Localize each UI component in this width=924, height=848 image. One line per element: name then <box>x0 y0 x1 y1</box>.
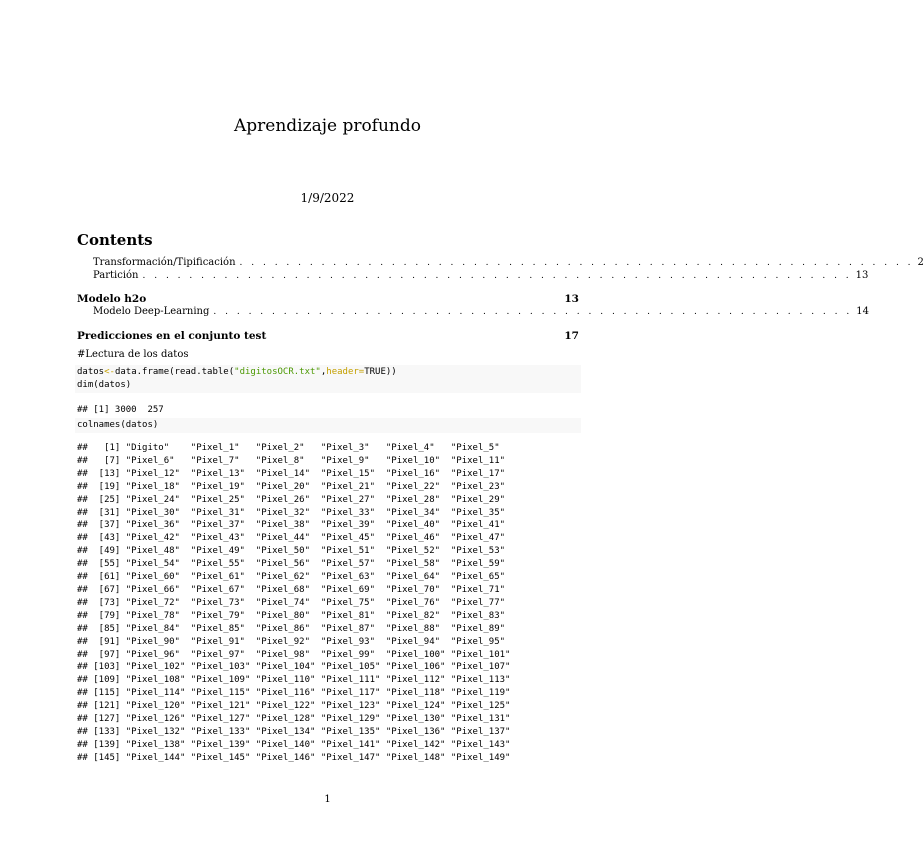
output-line: ## [139] "Pixel_138" "Pixel_139" "Pixel_140" "Pixel_141" "Pixel_142" "Pixel_143" <box>77 739 511 750</box>
output-line: ## [109] "Pixel_108" "Pixel_109" "Pixel_110" "Pixel_111" "Pixel_112" "Pixel_113" <box>77 675 511 686</box>
toc-leader-dots: . . . . . . . . . . . . . . . . . . . . . . . . . . . . . . . . . . . . . . . . . . . . . . . . . . . . . . . <box>213 307 853 317</box>
dim-output: ## [1] 3000 257 <box>77 405 164 415</box>
toc-entry-label: Modelo Deep-Learning <box>93 306 210 317</box>
toc-entry-particion[interactable] <box>93 270 869 284</box>
output-line: ## [55] "Pixel_54" "Pixel_55" "Pixel_56" "Pixel_57" "Pixel_58" "Pixel_59" <box>77 559 506 570</box>
output-line: ## [43] "Pixel_42" "Pixel_43" "Pixel_44" "Pixel_45" "Pixel_46" "Pixel_47" <box>77 533 506 544</box>
toc-entry-label: Modelo h2o <box>77 293 147 305</box>
code-block-read-data <box>75 365 581 393</box>
toc-entry-transformacion[interactable] <box>93 257 924 271</box>
output-line: ## [121] "Pixel_120" "Pixel_121" "Pixel_122" "Pixel_123" "Pixel_124" "Pixel_125" <box>77 701 511 712</box>
toc-entry-page: 13 <box>564 293 579 305</box>
output-line: ## [85] "Pixel_84" "Pixel_85" "Pixel_86" "Pixel_87" "Pixel_88" "Pixel_89" <box>77 623 506 634</box>
code-comment: #Lectura de los datos <box>77 349 189 360</box>
colnames-output <box>77 442 510 765</box>
output-line: ## [61] "Pixel_60" "Pixel_61" "Pixel_62" "Pixel_63" "Pixel_64" "Pixel_65" <box>77 572 506 583</box>
toc-entry-label: Transformación/Tipificación <box>93 257 236 268</box>
output-line: ## [31] "Pixel_30" "Pixel_31" "Pixel_32" "Pixel_33" "Pixel_34" "Pixel_35" <box>77 507 506 518</box>
code-line: colnames(datos) <box>77 420 159 430</box>
output-line: ## [103] "Pixel_102" "Pixel_103" "Pixel_104" "Pixel_105" "Pixel_106" "Pixel_107" <box>77 662 511 673</box>
output-line: ## [91] "Pixel_90" "Pixel_91" "Pixel_92" "Pixel_93" "Pixel_94" "Pixel_95" <box>77 636 506 647</box>
output-line: ## [1] "Digito" "Pixel_1" "Pixel_2" "Pixel_3" "Pixel_4" "Pixel_5" <box>77 443 500 453</box>
toc-leader-dots: . . . . . . . . . . . . . . . . . . . . . . . . . . . . . . . . . . . . . . . . . . . . . . . . . . . . . . . . . . . . . <box>142 271 852 281</box>
toc-entry-label: Partición <box>93 270 139 281</box>
output-line: ## [7] "Pixel_6" "Pixel_7" "Pixel_8" "Pixel_9" "Pixel_10" "Pixel_11" <box>77 455 506 466</box>
output-line: ## [145] "Pixel_144" "Pixel_145" "Pixel_146" "Pixel_147" "Pixel_148" "Pixel_149" <box>77 752 511 763</box>
output-line: ## [25] "Pixel_24" "Pixel_25" "Pixel_26" "Pixel_27" "Pixel_28" "Pixel_29" <box>77 494 506 505</box>
toc-entry-page: 2 <box>917 257 924 268</box>
code-line: datos<-data.frame(read.table("digitosOCR.txt",header=TRUE)) <box>77 367 397 377</box>
output-line: ## [37] "Pixel_36" "Pixel_37" "Pixel_38" "Pixel_39" "Pixel_40" "Pixel_41" <box>77 520 506 531</box>
code-block-colnames <box>75 418 581 433</box>
toc-entry-page: 13 <box>855 270 869 281</box>
output-line: ## [127] "Pixel_126" "Pixel_127" "Pixel_128" "Pixel_129" "Pixel_130" "Pixel_131" <box>77 714 511 725</box>
toc-entry-label: Predicciones en el conjunto test <box>77 330 267 342</box>
output-line: ## [67] "Pixel_66" "Pixel_67" "Pixel_68" "Pixel_69" "Pixel_70" "Pixel_71" <box>77 584 506 595</box>
toc-entry-modelo-h2o[interactable] <box>77 293 579 307</box>
code-line: dim(datos) <box>77 380 132 390</box>
page-number: 1 <box>324 794 331 805</box>
toc-entry-page: 14 <box>856 306 869 317</box>
output-line: ## [49] "Pixel_48" "Pixel_49" "Pixel_50" "Pixel_51" "Pixel_52" "Pixel_53" <box>77 546 506 557</box>
toc-leader-dots: . . . . . . . . . . . . . . . . . . . . . . . . . . . . . . . . . . . . . . . . . . . . . . . . . . . . . . . . . . <box>239 258 914 268</box>
contents-heading: Contents <box>77 231 153 249</box>
toc-entry-page: 17 <box>564 330 579 342</box>
output-line: ## [19] "Pixel_18" "Pixel_19" "Pixel_20" "Pixel_21" "Pixel_22" "Pixel_23" <box>77 481 506 492</box>
output-line: ## [13] "Pixel_12" "Pixel_13" "Pixel_14" "Pixel_15" "Pixel_16" "Pixel_17" <box>77 468 506 479</box>
output-line: ## [133] "Pixel_132" "Pixel_133" "Pixel_134" "Pixel_135" "Pixel_136" "Pixel_137" <box>77 726 511 737</box>
document-date: 1/9/2022 <box>300 191 355 205</box>
output-line: ## [79] "Pixel_78" "Pixel_79" "Pixel_80" "Pixel_81" "Pixel_82" "Pixel_83" <box>77 610 506 621</box>
output-line: ## [73] "Pixel_72" "Pixel_73" "Pixel_74" "Pixel_75" "Pixel_76" "Pixel_77" <box>77 597 506 608</box>
toc-entry-predicciones[interactable] <box>77 330 579 344</box>
toc-entry-modelo-deep-learning[interactable] <box>93 306 869 320</box>
document-title: Aprendizaje profundo <box>234 116 421 136</box>
output-line: ## [97] "Pixel_96" "Pixel_97" "Pixel_98" "Pixel_99" "Pixel_100" "Pixel_101" <box>77 649 511 660</box>
output-line: ## [115] "Pixel_114" "Pixel_115" "Pixel_116" "Pixel_117" "Pixel_118" "Pixel_119" <box>77 688 511 699</box>
